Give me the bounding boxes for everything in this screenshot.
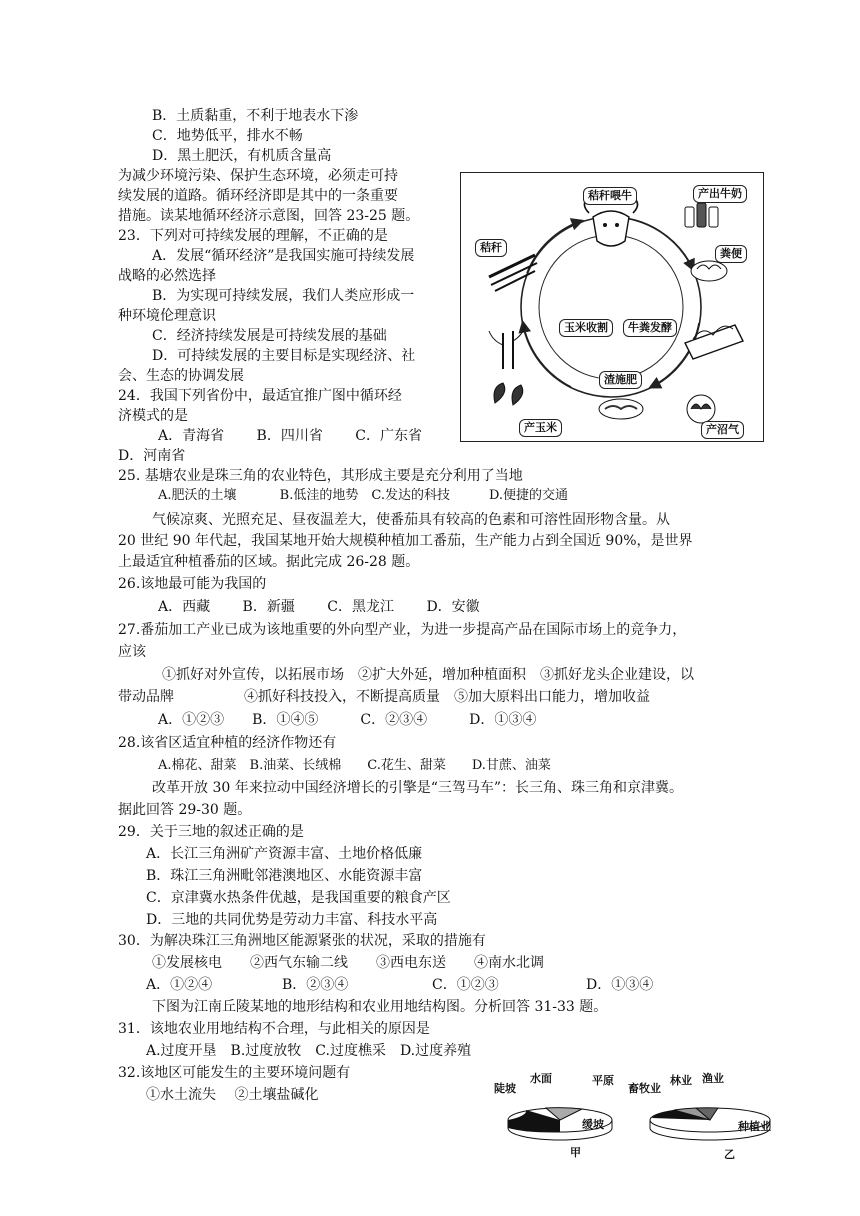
- q23-option-d: D．可持续发展的主要目标是实现经济、社: [152, 348, 416, 364]
- q28-stem: 28.该省区适宜种植的经济作物还有: [118, 735, 337, 751]
- milk-bottles-icon: [685, 203, 718, 227]
- q23-option-b: B．为实现可持续发展，我们人类应形成一: [152, 288, 415, 304]
- q23-option-a: A．发展“循环经济”是我国实施可持续发展: [152, 248, 415, 264]
- q22-option-b: B．土质黏重，不利于地表水下渗: [152, 108, 359, 124]
- label-milk: 产出牛奶: [693, 185, 747, 203]
- q31-options: A.过度开垦 B.过度放牧 C.过度樵采 D.过度养殖: [146, 1043, 472, 1059]
- q29-option-c: C．京津冀水热条件优越，是我国重要的粮食产区: [146, 890, 451, 906]
- q27-stem-cont: 应该: [118, 644, 146, 660]
- q29-option-a: A．长江三角洲矿产资源丰富、土地价格低廉: [146, 846, 423, 862]
- straw-icon: [489, 255, 537, 291]
- label-forestry: 林业: [670, 1074, 692, 1087]
- q32-choices: ①水土流失 ②土壤盐碱化: [146, 1087, 319, 1103]
- q23-option-d-cont: 会、生态的协调发展: [118, 368, 244, 384]
- q29-option-b: B．珠江三角洲毗邻港澳地区、水能资源丰富: [146, 868, 423, 884]
- label-crop: 种植业: [738, 1120, 771, 1133]
- q24-stem-cont: 济模式的是: [118, 408, 188, 424]
- cow-icon: [584, 199, 637, 246]
- q23-option-b-cont: 种环境伦理意识: [118, 308, 216, 324]
- intro-26-line3: 上最适宜种植番茄的区域。据此完成 26-28 题。: [118, 554, 420, 570]
- label-straw: 秸秆: [475, 239, 507, 257]
- manure-icon: [691, 261, 727, 281]
- circular-economy-diagram: [460, 172, 764, 442]
- land-use-figure: [490, 1072, 790, 1162]
- label-straw-feed: 秸秆喂牛: [583, 187, 637, 205]
- q29-stem: 29．关于三地的叙述正确的是: [118, 824, 304, 840]
- q30-option-c: C．①②③: [432, 977, 499, 993]
- intro-23-line3: 措施。读某地循环经济示意图，回答 23-25 题。: [118, 208, 420, 224]
- q30-stem: 30．为解决珠江三角洲地区能源紧张的状况，采取的措施有: [118, 933, 486, 949]
- label-b: 乙: [724, 1148, 735, 1161]
- q23-option-c: C．经济持续发展是可持续发展的基础: [152, 328, 387, 344]
- intro-31: 下图为江南丘陵某地的地形结构和农业用地结构图。分析回答 31-33 题。: [152, 999, 608, 1015]
- q25-options: A.肥沃的土壤 B.低洼的地势 C.发达的科技 D.便捷的交通: [158, 488, 569, 503]
- intro-29-line1: 改革开放 30 年来拉动中国经济增长的引擎是“三驾马车”：长三角、珠三角和京津冀。: [152, 780, 684, 796]
- label-corn: 产玉米: [519, 419, 562, 437]
- intro-26-line1: 气候凉爽、光照充足、昼夜温差大，使番茄具有较高的色素和可溶性固形物含量。从: [152, 512, 670, 528]
- label-biogas: 产沼气: [701, 421, 744, 439]
- q24-option-d: D．河南省: [118, 448, 186, 464]
- label-cattle-ferment: 牛粪发酵: [623, 319, 677, 337]
- q30-option-a: A．①②④: [146, 977, 213, 993]
- q25-stem: 25. 基塘农业是珠三角的农业特色，其形成主要是充分利用了当地: [118, 468, 523, 484]
- q30-option-d: D．①③④: [586, 977, 654, 993]
- label-fishery: 渔业: [702, 1072, 724, 1085]
- cycle-arrows: [461, 173, 763, 441]
- label-residue-fertilizer: 渣施肥: [599, 371, 642, 389]
- residue-icon: [599, 399, 643, 419]
- q26-stem: 26.该地最可能为我国的: [118, 576, 267, 592]
- q24-options: A．青海省 B．四川省 C．广东省: [158, 428, 423, 444]
- q27-choices-line2: 带动品牌 ④抓好科技投入，不断提高质量 ⑤加大原料出口能力，增加收益: [118, 689, 650, 705]
- intro-29-line2: 据此回答 29-30 题。: [118, 802, 252, 818]
- q28-options: A.棉花、甜菜 B.油菜、长绒棉 C.花生、甜菜 D.甘蔗、油菜: [158, 758, 551, 773]
- label-steep-slope: 陡坡: [494, 1082, 516, 1095]
- q27-options: A．①②③ B．①④⑤ C．②③④ D．①③④: [158, 712, 537, 728]
- q27-stem: 27.番茄加工产业已成为该地重要的外向型产业，为进一步提高产品在国际市场上的竞争力，: [118, 622, 687, 638]
- q26-options: A．西藏 B．新疆 C．黑龙江 D．安徽: [158, 599, 480, 615]
- label-plain: 平原: [592, 1074, 614, 1087]
- corn-icon: [494, 383, 523, 405]
- label-gentle-slope: 缓坡: [582, 1118, 604, 1131]
- q30-option-b: B．②③④: [282, 977, 349, 993]
- intro-23-line1: 为减少环境污染、保护生态环境，必须走可持: [118, 168, 398, 184]
- q22-option-d: D．黑土肥沃，有机质含量高: [152, 148, 332, 164]
- fermentation-icon: [685, 325, 743, 359]
- q22-option-c: C．地势低平，排水不畅: [152, 128, 303, 144]
- label-manure: 粪便: [715, 245, 747, 263]
- label-corn-harvest: 玉米收割: [559, 319, 613, 337]
- q23-stem: 23．下列对可持续发展的理解，不正确的是: [118, 228, 388, 244]
- q30-choices: ①发展核电 ②西气东输二线 ③西电东送 ④南水北调: [152, 955, 544, 971]
- label-a: 甲: [570, 1146, 581, 1159]
- intro-26-line2: 20 世纪 90 年代起，我国某地开始大规模种植加工番茄，生产能力占到全国近 90%，是世界: [118, 533, 693, 549]
- biogas-icon: [687, 395, 715, 423]
- label-livestock: 畜牧业: [628, 1082, 661, 1095]
- intro-23-line2: 续发展的道路。循环经济即是其中的一条重要: [118, 188, 398, 204]
- q29-option-d: D．三地的共同优势是劳动力丰富、科技水平高: [146, 912, 438, 928]
- q24-stem: 24．我国下列省份中，最适宜推广图中循环经: [118, 388, 402, 404]
- label-water: 水面: [530, 1072, 552, 1085]
- q32-stem: 32.该地区可能发生的主要环境问题有: [118, 1065, 351, 1081]
- q27-choices-line1: ①抓好对外宣传，以拓展市场 ②扩大外延，增加种植面积 ③抓好龙头企业建设，以: [162, 667, 694, 683]
- q23-option-a-cont: 战略的必然选择: [118, 268, 216, 284]
- q31-stem: 31．该地农业用地结构不合理，与此相关的原因是: [118, 1021, 430, 1037]
- corn-plant-icon: [489, 325, 525, 369]
